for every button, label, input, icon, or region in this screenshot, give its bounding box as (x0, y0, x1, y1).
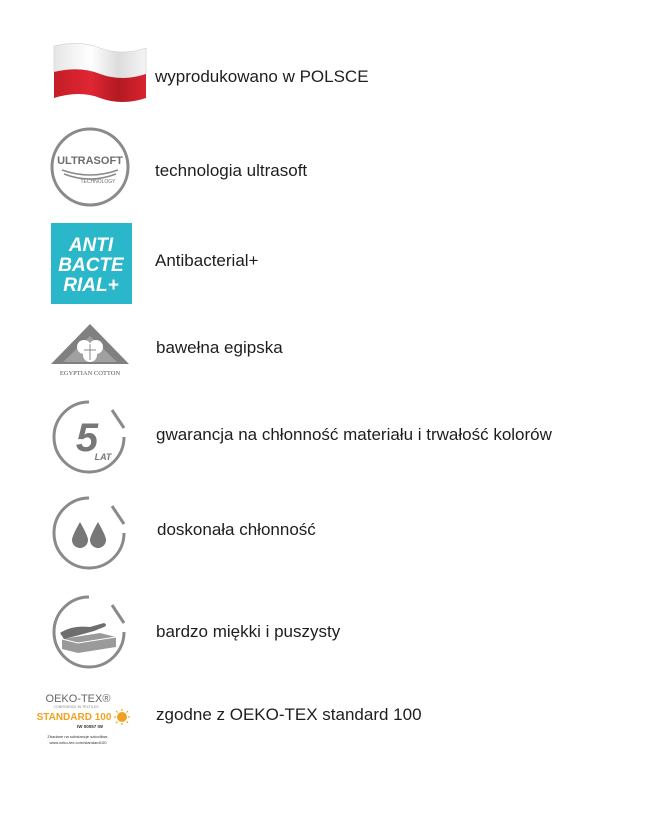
svg-text:RIAL+: RIAL+ (63, 275, 119, 296)
svg-text:LAT: LAT (94, 452, 112, 462)
svg-text:OEKO-TEX®: OEKO-TEX® (45, 693, 111, 705)
svg-text:CONFIDENCE IN TEXTILES: CONFIDENCE IN TEXTILES (53, 705, 99, 709)
feature-row-egyptian-cotton (0, 322, 650, 382)
svg-text:STANDARD 100: STANDARD 100 (36, 712, 112, 723)
five-year-warranty-icon (50, 398, 128, 476)
feature-label: technologia ultrasoft (155, 161, 308, 180)
feature-label: bardzo miękki i puszysty (156, 622, 341, 641)
svg-text:Zbadane na substancje szkodliw: Zbadane na substancje szkodliwe. (47, 734, 109, 739)
feature-label: gwarancja na chłonność materiału i trwałość kolorów (156, 425, 552, 444)
feature-row-antibacterial (0, 223, 650, 305)
feature-label: zgodne z OEKO-TEX standard 100 (156, 705, 422, 724)
svg-text:5: 5 (75, 416, 99, 460)
ultrasoft-icon (48, 125, 132, 209)
svg-text:IW 00057 IW: IW 00057 IW (76, 724, 104, 729)
svg-text:www.oeko-tex.com/standard100: www.oeko-tex.com/standard100 (49, 740, 107, 745)
polish-flag-icon (50, 40, 150, 106)
antibacterial-icon (51, 223, 132, 304)
svg-text:BACTE: BACTE (58, 255, 124, 276)
svg-text:ULTRASOFT: ULTRASOFT (57, 155, 123, 167)
feature-row-softness (0, 593, 650, 673)
water-drops-icon (50, 494, 128, 572)
feature-label: Antibacterial+ (155, 251, 259, 270)
feature-row-oeko-tex (0, 690, 650, 755)
feature-row-ultrasoft (0, 125, 650, 215)
svg-text:EGYPTIAN COTTON: EGYPTIAN COTTON (59, 370, 121, 377)
feature-row-warranty (0, 398, 650, 478)
egyptian-cotton-icon (49, 322, 131, 380)
feature-row-absorbency (0, 494, 650, 574)
svg-text:TECHNOLOGY: TECHNOLOGY (80, 179, 116, 185)
oeko-tex-icon (34, 690, 134, 750)
feature-label: wyprodukowano w POLSCE (155, 67, 369, 86)
feature-label: bawełna egipska (156, 338, 283, 357)
feature-label: doskonała chłonność (157, 520, 316, 539)
soft-towel-hand-icon (50, 593, 128, 671)
svg-text:ANTI: ANTI (68, 235, 114, 256)
feature-row-made-in-poland (0, 40, 650, 110)
